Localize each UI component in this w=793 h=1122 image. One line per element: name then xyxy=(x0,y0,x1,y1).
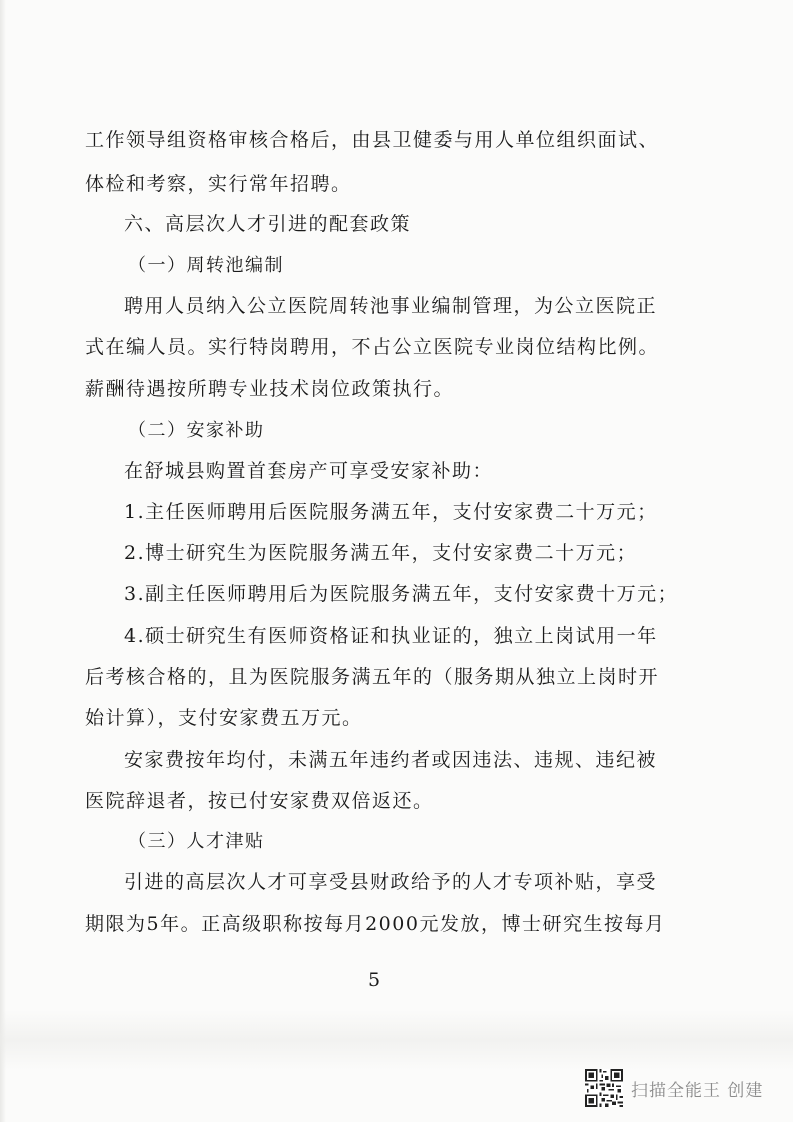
paragraph-line: 安家费按年均付，未满五年违约者或因违法、违规、违纪被 xyxy=(124,749,658,771)
qr-code-icon xyxy=(585,1069,623,1107)
paragraph-line: 医院辞退者，按已付安家费双倍返还。 xyxy=(85,790,434,812)
paragraph-line: 期限为5年。正高级职称按每月2000元发放，博士研究生按每月 xyxy=(85,913,666,935)
page-number: 5 xyxy=(368,969,381,991)
section-heading: 六、高层次人才引进的配套政策 xyxy=(124,213,412,235)
paragraph-line: 式在编人员。实行特岗聘用，不占公立医院专业岗位结构比例。 xyxy=(85,336,660,358)
paragraph-line: 引进的高层次人才可享受县财政给予的人才专项补贴，享受 xyxy=(124,871,658,893)
paragraph-line: 后考核合格的，且为医院服务满五年的（服务期从独立上岗时开 xyxy=(85,666,660,688)
paragraph-line: 始计算），支付安家费五万元。 xyxy=(85,707,363,729)
paragraph-line: 工作领导组资格审核合格后，由县卫健委与用人单位组织面试、 xyxy=(85,129,660,151)
subsection-heading: （一）周转池编制 xyxy=(128,255,284,276)
list-item: 3.副主任医师聘用后为医院服务满五年，支付安家费十万元； xyxy=(124,583,679,605)
subsection-heading: （二）安家补助 xyxy=(128,420,265,441)
list-item: 1.主任医师聘用后医院服务满五年，支付安家费二十万元； xyxy=(124,501,658,523)
scan-noise xyxy=(0,1010,793,1070)
paragraph-line: 聘用人员纳入公立医院周转池事业编制管理，为公立医院正 xyxy=(124,295,658,317)
watermark-text: 扫描全能王 创建 xyxy=(631,1080,764,1101)
subsection-heading: （三）人才津贴 xyxy=(128,831,265,852)
list-item: 2.博士研究生为医院服务满五年，支付安家费二十万元； xyxy=(124,542,638,564)
paragraph-line: 体检和考察，实行常年招聘。 xyxy=(85,173,352,195)
scanner-watermark xyxy=(585,1068,763,1108)
paragraph-line: 薪酬待遇按所聘专业技术岗位政策执行。 xyxy=(85,378,455,400)
list-item: 4.硕士研究生有医师资格证和执业证的，独立上岗试用一年 xyxy=(124,625,658,647)
scan-edge xyxy=(0,0,6,1122)
paragraph-line: 在舒城县购置首套房产可享受安家补助： xyxy=(124,460,494,482)
